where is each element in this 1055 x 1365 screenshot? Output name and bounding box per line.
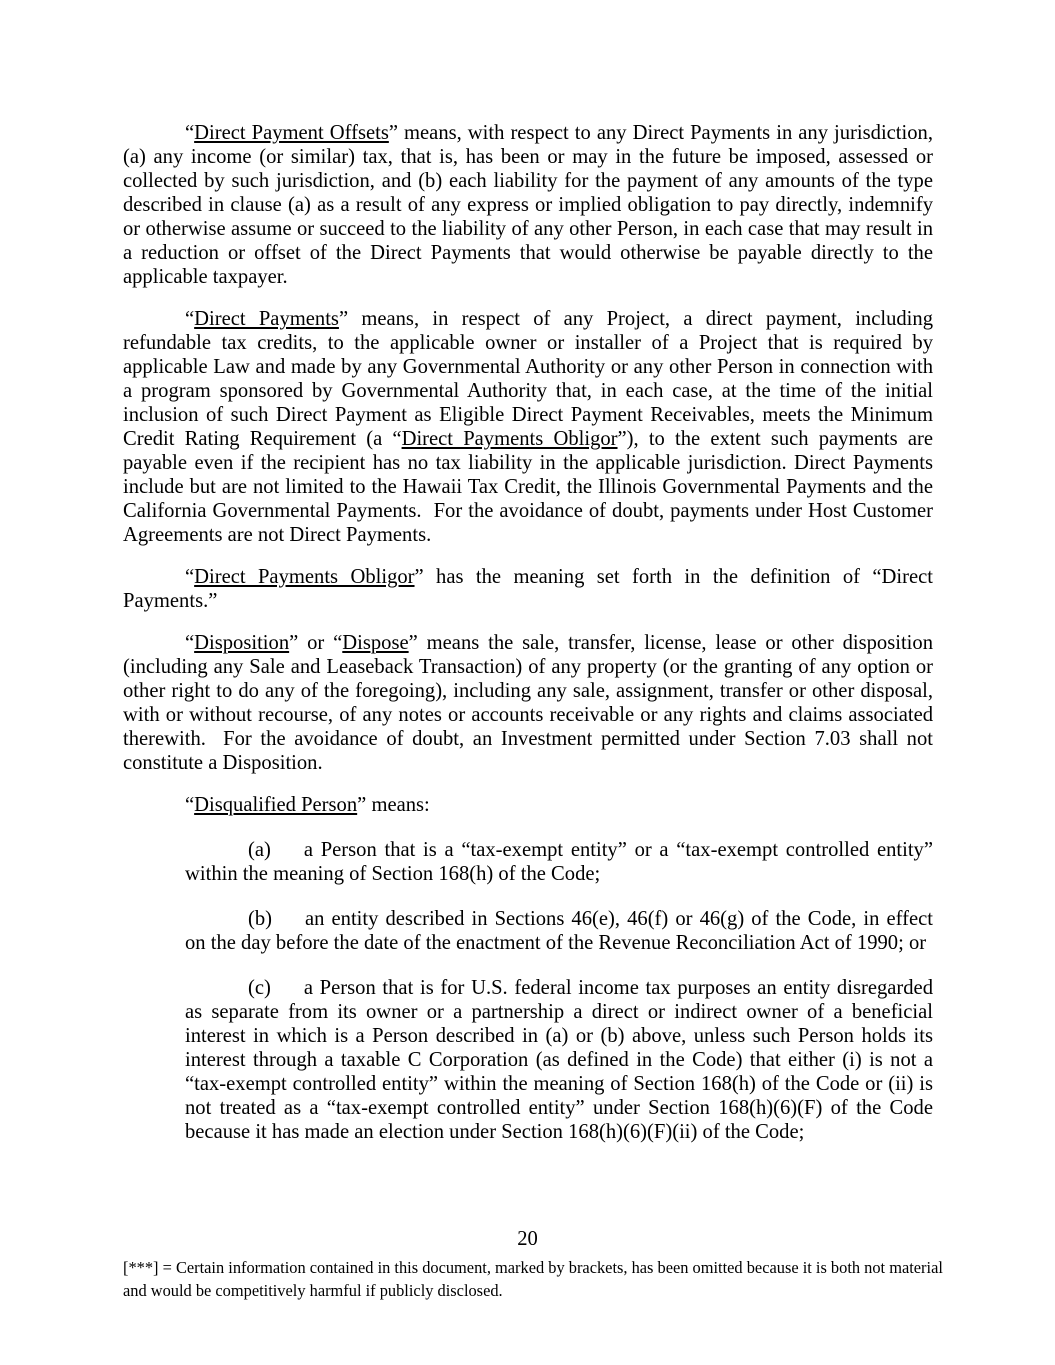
defined-term: Direct Payments Obligor [401,428,618,450]
defined-term: Dispose [342,632,409,654]
text-run: an entity described in Sections 46(e), 46(f) or 46(g) of the Code, in effect on the day before the date of the enactment of the Revenue Reconciliation Act of 1990; or [185,908,933,954]
definition-paragraph [123,121,933,289]
definition-paragraph [123,307,933,547]
text-run: ”), to the extent such payments are payable even if the recipient has no tax liability in the applicable jurisdiction. Direct Payments include but are not limited to the Hawaii Tax Credit, the Illinois Governmental Payments and the California Governmental Payments. For the avoidance of doubt, payments under Host Customer Agreements are not Direct Payments. [123,428,933,546]
definition-paragraph [123,631,933,775]
text-run: “ [185,122,195,144]
defined-term: Direct Payment Offsets [194,122,389,144]
subitem-label: (c) [248,977,271,999]
definition-paragraph [123,793,933,817]
defined-term: Disqualified Person [194,794,358,816]
definition-subitem [185,838,933,886]
text-run: a Person that is for U.S. federal income tax purposes an entity disregarded as separate from its owner or a partnership a direct or indirect owner of a beneficial interest in which is a Person described in (a) or (b) above, unless such Person holds its interest through a taxable C Corporation (as defined in the Code) that either (i) is not a “tax-exempt controlled entity” within the meaning of Section 168(h) of the Code or (ii) is not treated as a “tax-exempt controlled entity” under Section 168(h)(6)(F) of the Code because it has made an election under Section 168(h)(6)(F)(ii) of the Code; [185,977,933,1143]
text-run: “ [185,566,195,588]
text-run: ” means: [357,794,430,816]
defined-term: Direct Payments Obligor [194,566,415,588]
defined-term: Direct Payments [194,308,339,330]
definition-subitem [185,976,933,1144]
text-run: ” means the sale, transfer, license, lease or other disposition (including any Sale and Leaseback Transaction) of any property (or the granting of any option or other right to do any of the foregoing), including any sale, assignment, transfer or other disposal, with or without recourse, of any notes or accounts receivable or any rights and claims associated therewith. For the avoidance of doubt, an Investment permitted under Section 7.03 shall not constitute a Disposition. [123,632,933,774]
text-run: “ [185,632,195,654]
defined-term: Disposition [194,632,290,654]
text-run: a Person that is a “tax-exempt entity” or a “tax-exempt controlled entity” within the meaning of Section 168(h) of the Code; [185,839,933,885]
subitem-label: (a) [248,839,271,861]
page-number: 20 [517,1228,538,1250]
document-body [123,121,933,1165]
text-run: ” means, in respect of any Project, a direct payment, including refundable tax credits, to the applicable owner or installer of a Project that is required by applicable Law and made by any Governmental Authority or any other Person in connection with a program sponsored by Governmental Authority that, in each case, at the time of the initial inclusion of such Direct Payment as Eligible Direct Payment Receivables, meets the Minimum Credit Rating Requirement (a “ [123,308,933,450]
definition-paragraph [123,565,933,613]
footnote-legend: [***] = Certain information contained in this document, marked by brackets, has been omitted because it is both not material and would be competitively harmful if publicly disclosed. [123,1258,943,1300]
definition-subitem [185,907,933,955]
text-run: “ [185,794,195,816]
text-run: “ [185,308,195,330]
text-run: ” or “ [289,632,343,654]
text-run: ” has the meaning set forth in the definition of “Direct Payments.” [123,566,933,612]
subitem-label: (b) [248,908,273,930]
text-run: ” means, with respect to any Direct Payments in any jurisdiction, (a) any income (or similar) tax, that is, has been or may in the future be imposed, assessed or collected by such jurisdiction, and (b) each liability for the payment of any amounts of the type described in clause (a) as a result of any express or implied obligation to pay directly, indemnify or otherwise assume or succeed to the liability of any other Person, in each case that may result in a reduction or offset of the Direct Payments that would otherwise be payable directly to the applicable taxpayer. [123,122,933,288]
